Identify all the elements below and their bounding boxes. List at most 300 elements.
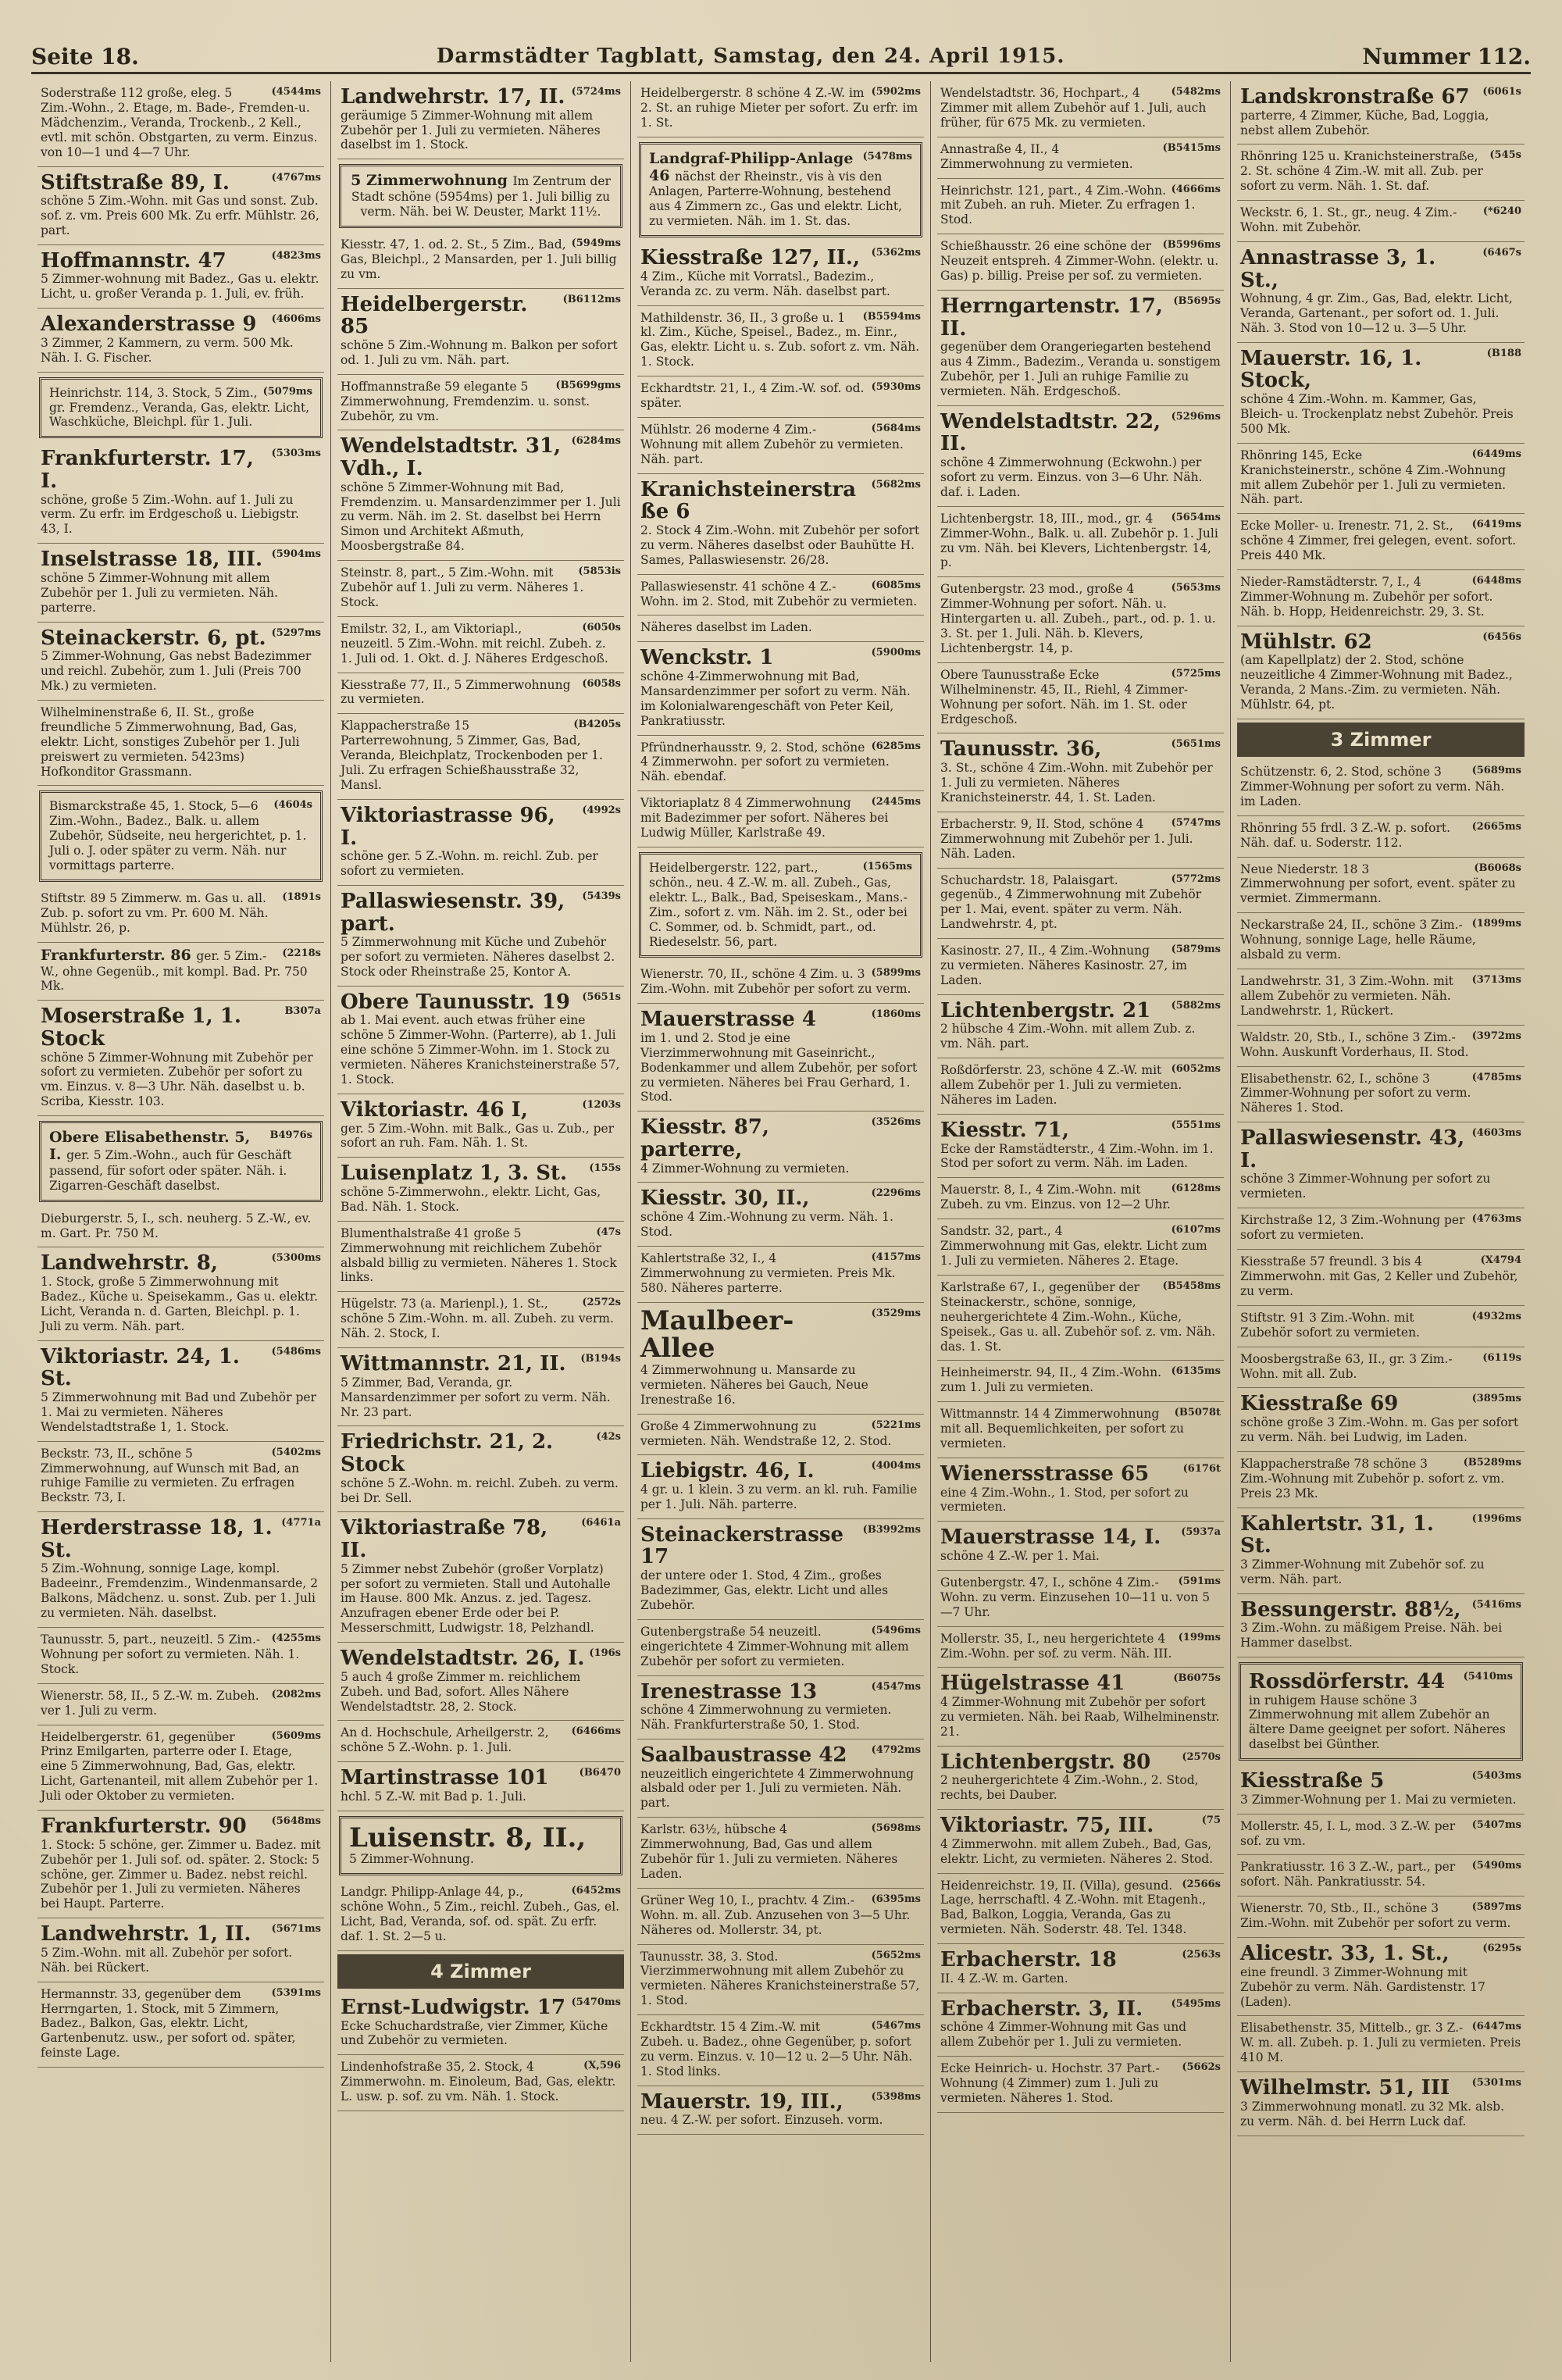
classified-ad xyxy=(37,1001,324,1116)
ad-reference-code: (5486ms xyxy=(271,1345,321,1358)
ad-body-text: II. 4 Z.-W. m. Garten. xyxy=(940,1971,1068,1986)
classified-ad xyxy=(937,1571,1224,1627)
ad-reference-code: (6461a xyxy=(581,1517,621,1529)
ad-headline: Viktoriastr. 46 I, xyxy=(341,1097,528,1122)
classified-ad xyxy=(937,137,1224,179)
ad-reference-code: (5470ms xyxy=(571,1996,621,2008)
ad-reference-code: (B5695s xyxy=(1173,294,1221,307)
ad-body-text: Stiftstr. 89 5 Zimmerw. m. Gas u. all. Zub. p. sofort zu vm. Pr. 600 M. Näh. Mühlstr. 26, p. xyxy=(41,890,269,935)
classified-ad xyxy=(937,1874,1224,1945)
ad-reference-code: (2570s xyxy=(1182,1750,1221,1763)
ad-reference-code: (5897ms xyxy=(1471,1901,1521,1914)
classified-ad xyxy=(337,714,624,800)
ad-body-text: Mühlstr. 26 moderne 4 Zim.-Wohnung mit allem Zubehör zu vermieten. Näh. part. xyxy=(640,422,904,466)
classified-ad xyxy=(937,812,1224,869)
ad-headline: Stiftstraße 89, I. xyxy=(41,170,230,194)
classified-ad xyxy=(637,1519,924,1620)
ad-headline: Frankfurterstr. 17, I. xyxy=(41,447,254,493)
ad-headline: Wendelstadtstr. 26, I. xyxy=(341,1647,585,1671)
ad-body-text: Mollerstr. 45, I. L, mod. 3 Z.-W. per sof. zu vm. xyxy=(1240,1818,1456,1848)
classified-ad xyxy=(37,1918,324,1982)
ad-reference-code: (5495ms xyxy=(1171,1997,1221,2010)
ad-body-text: 3 Zim.-Wohn. zu mäßigem Preise. Näh. bei Hammer daselbst. xyxy=(1240,1621,1503,1650)
classified-ad xyxy=(1237,81,1525,145)
ad-headline: Wienersstrasse 65 xyxy=(940,1461,1150,1486)
ad-body-text: in ruhigem Hause schöne 3 Zimmerwohnung mit allem Zubehör an ältere Dame geeignet per sofort. Näheres daselbst bei Günther. xyxy=(1249,1693,1506,1752)
ad-headline: Landwehrstr. 8, xyxy=(41,1251,218,1276)
classified-ad xyxy=(937,507,1224,578)
ad-reference-code: (B5699gms xyxy=(555,379,621,391)
ad-reference-code: (6052ms xyxy=(1171,1063,1221,1076)
ad-reference-code: (6456s xyxy=(1482,630,1521,643)
ad-reference-code: (B3992ms xyxy=(862,1523,921,1536)
ad-headline: Frankfurterstr. 86 xyxy=(41,946,197,964)
classified-ad xyxy=(937,733,1224,812)
ad-reference-code: (6058s xyxy=(582,677,621,690)
ad-reference-code: (5937a xyxy=(1181,1526,1221,1539)
ad-reference-code: (2665ms xyxy=(1471,820,1521,833)
ad-body-text: eine freundl. 3 Zimmer-Wohnung mit Zubehör zu verm. Näh. Gardistenstr. 17 (Laden). xyxy=(1240,1964,1485,2009)
ad-headline: Alicestr. 33, 1. St., xyxy=(1240,1942,1450,1966)
ad-reference-code: (2296ms xyxy=(871,1187,921,1200)
ad-body-text: neuzeitlich eingerichtete 4 Zimmerwohnung alsbald oder per 1. Juli zu vermieten. Näh. part. xyxy=(640,1766,915,1811)
ad-body-text: Gutenbergstr. 47, I., schöne 4 Zim.-Wohn. zu verm. Einzusehen 10—11 u. von 5—7 Uhr. xyxy=(940,1575,1211,1619)
ad-reference-code: (5301ms xyxy=(1471,2077,1521,2089)
column-2 xyxy=(331,81,631,2362)
ad-body-text: Mauerstr. 8, I., 4 Zim.-Wohn. mit Zubeh. zu vm. Einzus. von 12—2 Uhr. xyxy=(940,1183,1171,1212)
ad-body-text: Wohnung, 4 gr. Zim., Gas, Bad, elektr. Licht, Veranda, Gartenant., per sofort od. 1. Juli. Näh. 3. Stod von 10—12 u. 3—5 Uhr. xyxy=(1240,291,1513,335)
ad-reference-code: (4767ms xyxy=(271,171,321,184)
ad-reference-code: (*6240 xyxy=(1482,205,1521,218)
classified-ad xyxy=(637,81,924,137)
ad-headline: Maulbeer-Allee xyxy=(640,1304,794,1365)
ad-body-text: Hermannstr. 33, gegenüber dem Herrngarten, 1. Stock, mit 5 Zimmern, Badez., Balkon, Gas, elektr. Licht, Gartenbenutz. usw., per sofort od. später, feinste Lage. xyxy=(41,1986,296,2061)
classified-ad xyxy=(637,2086,924,2136)
ad-body-text: Heinheimerstr. 94, II., 4 Zim.-Wohn. zum 1. Juli zu vermieten. xyxy=(940,1365,1162,1395)
ad-body-text: Taunusstr. 38, 3. Stod. Vierzimmerwohnung mit allem Zubehör zu vermieten. Näheres Kranichsteinerstraße 57, 1. Stod. xyxy=(640,1949,920,2008)
ad-body-text: schöne, große 5 Zim.-Wohn. auf 1. Juli zu verm. Zu erfr. im Erdgeschoß u. Liebigstr. 43, I. xyxy=(41,492,299,537)
ad-reference-code: (47s xyxy=(596,1226,621,1238)
ad-body-text: Emilstr. 32, I., am Viktoriapl., neuzeitl. 5 Zim.-Wohn. mit reichl. Zubeh. z. 1. Juli od. 1. Okt. d. J. Näheres Erdgeschoß. xyxy=(341,621,608,665)
ad-body-text: Mollerstr. 35, I., neu hergerichtete 4 Zim.-Wohn. per sof. zu verm. Näh. III. xyxy=(940,1631,1172,1661)
ad-reference-code: (5402ms xyxy=(271,1446,321,1458)
ad-body-text: Eckhardtstr. 21, I., 4 Zim.-W. sof. od. später. xyxy=(640,381,865,411)
classified-ad xyxy=(1237,858,1525,914)
classified-ad xyxy=(637,306,924,377)
page-number: Seite 18. xyxy=(31,43,139,70)
ad-reference-code: (4763ms xyxy=(1471,1213,1521,1226)
ad-headline: Kiesstr. 71, xyxy=(940,1118,1069,1142)
classified-ad xyxy=(937,179,1224,235)
classified-ad xyxy=(37,1442,324,1513)
ad-reference-code: (5362ms xyxy=(871,247,921,259)
ad-headline: Irenestrasse 13 xyxy=(640,1679,818,1704)
classified-ad xyxy=(937,406,1224,507)
classified-ad xyxy=(1237,1765,1525,1814)
ad-reference-code: (5407ms xyxy=(1471,1818,1521,1831)
classified-ad xyxy=(337,987,624,1094)
classified-ad xyxy=(937,1668,1224,1746)
ad-body-text: 3 Zimmer, 2 Kammern, zu verm. 500 Mk. Näh. I. G. Fischer. xyxy=(41,335,294,365)
ad-reference-code: (6135ms xyxy=(1171,1365,1221,1378)
ad-reference-code: (X4794 xyxy=(1480,1254,1521,1267)
ad-body-text: 5 Zim.-Wohnung, sonnige Lage, kompl. Badeeinr., Fremdenzim., Windenmansarde, 2 Balkons, Mädchenz. u. sonst. Zub. per 1. Juli zu vermieten. Näh. daselbst. xyxy=(41,1561,319,1621)
issue-number: Nummer 112. xyxy=(1362,43,1531,70)
ad-reference-code: (3713ms xyxy=(1471,974,1521,986)
ad-body-text: 5 Zimmer-Wohnung, Gas nebst Badezimmer und reichl. Zubehör, zum 1. Juli (Preis 700 Mk.) zu vermieten. xyxy=(41,649,312,693)
classified-ad xyxy=(1237,514,1525,570)
classified-ad xyxy=(637,1111,924,1183)
classified-ad xyxy=(337,1721,624,1762)
ad-body-text: schöne 5 Zimmer-Wohnung mit allem Zubehör per 1. Juli zu vermieten. Näh. parterre. xyxy=(41,570,278,615)
ad-reference-code: (6128ms xyxy=(1171,1183,1221,1195)
classified-ad xyxy=(637,962,924,1004)
ad-reference-code: B307a xyxy=(284,1005,321,1018)
ad-headline: Frankfurterstr. 90 xyxy=(41,1814,247,1839)
classified-ad xyxy=(39,1121,323,1202)
ad-reference-code: (5900ms xyxy=(871,647,921,659)
ad-body-text: Große 4 Zimmerwohnung zu vermieten. Näh. Wendstraße 12, 2. Stod. xyxy=(640,1418,892,1448)
ad-reference-code: (1891s xyxy=(282,890,321,903)
ad-body-text: Weckstr. 6, 1. St., gr., neug. 4 Zim.-Wohn. mit Zubehör. xyxy=(1240,205,1457,235)
ad-body-text: Rhönring 125 u. Kranichsteinerstraße, 2. St. schöne 4 Zim.-W. mit all. Zub. per sofort zu verm. Näh. 1. St. daf. xyxy=(1240,149,1483,194)
classified-ad xyxy=(337,1094,624,1158)
ad-headline: Wilhelmstr. 51, III xyxy=(1240,2076,1450,2100)
ad-body-text: Landwehrstr. 31, 3 Zim.-Wohn. mit allem Zubehör zu vermieten. Näh. Landwehrstr. 1, Rückert. xyxy=(1240,974,1454,1018)
ad-reference-code: (B6470 xyxy=(579,1767,621,1779)
classified-ad xyxy=(339,1816,622,1876)
classified-ad xyxy=(1237,1897,1525,1938)
ad-reference-code: (B6112ms xyxy=(562,293,621,305)
classified-ad xyxy=(337,1292,624,1348)
ad-headline: Viktoriastrasse 96, I. xyxy=(341,803,555,850)
classified-ad xyxy=(937,869,1224,940)
ad-body-text: Ecke Schuchardstraße, vier Zimmer, Küche und Zubehör zu vermieten. xyxy=(341,2018,608,2048)
ad-reference-code: (5671ms xyxy=(271,1923,321,1936)
ad-reference-code: (5651s xyxy=(582,990,621,1003)
ad-body-text: Heidelbergerstr. 122, part., schön., neu. 4 Z.-W. m. all. Zubeh., Gas, elektr. L., Balk., Bad, Speiseskam., Mans.-Zim., sofort z. vm. Näh. im 2. St., oder bei C. Sommer, od. b. Schmidt, part., od. Riedeselstr. 56, part. xyxy=(649,860,908,949)
ad-reference-code: (5439s xyxy=(582,890,621,902)
classified-ad xyxy=(37,1247,324,1340)
ad-body-text: An d. Hochschule, Arheilgerstr. 2, schöne 5 Z.-Wohn. p. 1. Juli. xyxy=(341,1725,549,1755)
ad-body-text: schöne 5 Zimmer-Wohnung mit Bad, Fremdenzim. u. Mansardenzimmer per 1. Juli zu verm. Näh. im 2. St. daselbst bei Herrn Simon und Architekt Aßmuth, Moosbergstraße 84. xyxy=(341,480,621,554)
ad-reference-code: (4604s xyxy=(273,799,312,812)
ad-body-text: Wienerstr. 70, II., schöne 4 Zim. u. 3 Zim.-Wohn. mit Zubehör per sofort zu verm. xyxy=(640,967,911,997)
ad-headline: Hügelstrasse 41 xyxy=(940,1672,1125,1696)
classified-ad xyxy=(637,242,924,305)
ad-headline: Kiesstr. 30, II., xyxy=(640,1186,810,1211)
ad-reference-code: (42s xyxy=(596,1431,621,1443)
classified-ad xyxy=(1237,145,1525,201)
classified-ad xyxy=(937,577,1224,663)
ad-reference-code: (4606ms xyxy=(271,313,321,326)
ad-body-text: geräumige 5 Zimmer-Wohnung mit allem Zubehör per 1. Juli zu vermieten. Näheres daselbst im 1. Stock. xyxy=(341,108,601,152)
ad-headline: Erbacherstr. 18 xyxy=(940,1948,1117,1972)
classified-ad xyxy=(937,1522,1224,1571)
ad-body-text: 4 Zimmer-Wohnung mit Zubehör per sofort zu vermieten. Näh. bei Raab, Wilhelminenstr. 21. xyxy=(940,1695,1220,1739)
classified-ad xyxy=(337,375,624,431)
ad-reference-code: (B5458ms xyxy=(1162,1279,1221,1292)
ad-reference-code: (6466ms xyxy=(571,1725,621,1738)
ad-body-text: Annastraße 4, II., 4 Zimmerwohnung zu vermieten. xyxy=(940,141,1133,171)
classified-ad xyxy=(937,1178,1224,1219)
ad-body-text: schöne 4 Zimmerwohnung (Eckwohn.) per sofort zu verm. Einzus. von 3—6 Uhr. Näh. daf. i. Laden. xyxy=(940,455,1203,499)
ad-body-text: 1. Stock, große 5 Zimmerwohnung mit Badez., Küche u. Speisekamm., Gas u. elektr. Licht, Veranda n. d. Garten, Bleichpl. p. 1. Juli zu verm. Näh. part. xyxy=(41,1275,319,1333)
classified-ad xyxy=(37,81,324,167)
classified-ad xyxy=(337,1643,624,1721)
ad-body-text: Neckarstraße 24, II., schöne 3 Zim.-Wohnung, sonnige Lage, helle Räume, alsbald zu verm. xyxy=(1240,918,1476,962)
classified-ad xyxy=(1237,1594,1525,1657)
ad-body-text: Wittmannstr. 14 4 Zimmerwohnung mit all. Bequemlichkeiten, per sofort zu vermieten. xyxy=(940,1407,1184,1451)
ad-reference-code: (5949ms xyxy=(571,237,621,249)
ad-body-text: Wienerstr. 70, Stb., II., schöne 3 Zim.-Wohn. mit Zubehör per sofort zu verm. xyxy=(1240,1901,1511,1931)
ad-reference-code: (5296ms xyxy=(1171,410,1221,423)
ad-body-text: Schuchardstr. 18, Palaisgart. gegenüb., 4 Zimmerwohnung mit Zubehör per 1. Mai, event. später zu verm. Näh. Landwehrstr. 4, pt. xyxy=(940,872,1202,932)
ad-body-text: schöne ger. 5 Z.-Wohn. m. reichl. Zub. per sofort zu vermieten. xyxy=(341,849,598,878)
ad-headline: Herderstrasse 18, 1. St. xyxy=(41,1516,273,1562)
ad-headline: Landwehrstr. 17, II. xyxy=(341,85,565,109)
column-1 xyxy=(31,81,331,2362)
classified-ad xyxy=(1237,1067,1525,1123)
ad-reference-code: (6061s xyxy=(1482,86,1521,98)
ad-headline: Steinackerstr. 6, pt. xyxy=(41,626,266,650)
ad-body-text: Elisabethenstr. 62, I., schöne 3 Zimmer-Wohnung per sofort zu verm. Näheres 1. Stod. xyxy=(1240,1071,1471,1115)
classified-ad xyxy=(937,939,1224,995)
ad-body-text: 2. Stock 4 Zim.-Wohn. mit Zubehör per sofort zu verm. Näheres daselbst oder Bauhütte H. Sames, Pallaswiesenstr. 26/28. xyxy=(640,523,920,567)
ad-headline: Steinackerstrasse 17 xyxy=(640,1522,844,1569)
ad-reference-code: (B5996ms xyxy=(1162,239,1221,252)
ad-reference-code: (6085ms xyxy=(871,579,921,591)
classified-ad xyxy=(37,1512,324,1628)
ad-headline: Kiesstraße 5 xyxy=(1240,1769,1385,1793)
classified-ad xyxy=(937,1944,1224,1993)
ad-body-text: Kasinostr. 27, II., 4 Zim.-Wohnung zu vermieten. Näheres Kasinostr. 27, im Laden. xyxy=(940,944,1187,987)
classified-ad xyxy=(1237,1855,1525,1897)
ad-headline: Mühlstr. 62 xyxy=(1240,630,1372,654)
classified-ad xyxy=(937,1058,1224,1115)
ad-reference-code: (5654ms xyxy=(1171,511,1221,523)
ad-reference-code: (X,596 xyxy=(583,2060,621,2072)
ad-headline: Viktoriastraße 78, II. xyxy=(341,1516,548,1562)
ad-reference-code: (5403ms xyxy=(1471,1770,1521,1782)
ad-reference-code: (4666ms xyxy=(1171,183,1221,195)
classified-ad xyxy=(1237,201,1525,242)
ad-reference-code: (1203s xyxy=(582,1098,621,1111)
ad-reference-code: (4771a xyxy=(281,1517,321,1529)
classified-ad xyxy=(37,887,324,943)
ad-body-text: 3 Zimmerwohnung monatl. zu 32 Mk. alsb. zu verm. Näh. d. bei Herrn Luck daf. xyxy=(1240,2099,1505,2128)
ad-body-text: Kiesstraße 57 freundl. 3 bis 4 Zimmerwohn. mit Gas, 2 Keller und Zubehör, zu verm. xyxy=(1240,1254,1518,1298)
ad-reference-code: (591ms xyxy=(1178,1575,1221,1587)
ad-headline: Wendelstadtstr. 31, Vdh., I. xyxy=(341,434,562,480)
ad-body-text: gegenüber dem Orangeriegarten bestehend aus 4 Zimm., Badezim., Veranda u. sonstigem Zubehör, per 1. Juli an ruhige Familie zu vermieten. Näh. Erdgeschoß. xyxy=(940,340,1221,398)
ad-reference-code: (6448ms xyxy=(1471,575,1521,587)
ad-reference-code: (6119s xyxy=(1482,1351,1521,1364)
ad-reference-code: (2563s xyxy=(1182,1949,1221,1961)
ad-body-text: Hoffmannstraße 59 elegante 5 Zimmerwohnung, Fremdenzim. u. sonst. Zubehör, zu vm. xyxy=(341,379,590,423)
ad-body-text: ger. 5 Zim.-Wohn., auch für Geschäft passend, für sofort oder später. Näh. i. Zigarren-Geschäft daselbst. xyxy=(49,1148,292,1193)
ad-body-text: Elisabethenstr. 35, Mittelb., gr. 3 Z.-W. m. all. Zubeh. p. 1. Juli zu vermieten. Preis 410 M. xyxy=(1240,2021,1521,2065)
classified-ad xyxy=(337,561,624,617)
ad-body-text: 5 Zimmer-Wohnung. xyxy=(349,1852,474,1867)
ad-reference-code: (5930ms xyxy=(871,381,921,394)
ad-reference-code: (B5289ms xyxy=(1463,1456,1521,1468)
ad-reference-code: (5609ms xyxy=(271,1729,321,1742)
ad-body-text: im 1. und 2. Stod je eine Vierzimmerwohnung mit Gaseinricht., Bodenkammer und allem Zubehör, per sofort zu vermieten. Näheres bei Frau Gerhard, 1. Stod. xyxy=(640,1030,918,1104)
ad-reference-code: (5297ms xyxy=(271,626,321,639)
ad-headline: Wenckstr. 1 xyxy=(640,646,774,670)
ad-headline: Mauerstrasse 14, I. xyxy=(940,1525,1161,1550)
classified-ad xyxy=(1237,626,1525,719)
ad-body-text: 2 neuhergerichtete 4 Zim.-Wohn., 2. Stod, rechts, bei Dauber. xyxy=(940,1773,1199,1803)
ad-body-text: (am Kapellplatz) der 2. Stod, schöne neuzeitliche 4 Zimmer-Wohnung mit Badez., Veranda, 2 Mans.-Zim. zu vermieten. Näh. Mühlstr. 64, pt. xyxy=(1240,653,1513,712)
ad-headline: Lichtenbergstr. 21 xyxy=(940,998,1151,1022)
classified-ad xyxy=(337,1426,624,1512)
classified-ad xyxy=(937,995,1224,1058)
ad-reference-code: (3972ms xyxy=(1471,1029,1521,1042)
ad-body-text: schöne 5 Zimmer-Wohnung mit Zubehör per sofort zu vermieten. Zubehör per sofort zu vm. Einzus. v. 8—3 Uhr. Näh. daselbst u. b. Scriba, Kiesstr. 103. xyxy=(41,1050,313,1109)
ad-reference-code: (5391ms xyxy=(271,1986,321,1999)
classified-ad xyxy=(639,142,922,237)
section-banner: 4 Zimmer xyxy=(337,1954,624,1989)
ad-body-text: schöne 4 Zimmerwohnung zu vermieten. Näh. Frankfurterstraße 50, 1. Stod. xyxy=(640,1703,892,1732)
classified-ad xyxy=(639,852,922,958)
ad-body-text: Soderstraße 112 große, eleg. 5 Zim.-Wohn., 2. Etage, m. Bade-, Fremden-u. Mädchenzim., Veranda, Trockenb., 2 Kell., evtl. mit schön. Obstgarten, zu verm. Einzus. von 10—1 und 4—7 Uhr. xyxy=(41,86,318,159)
ad-reference-code: (5398ms xyxy=(871,2090,921,2103)
classified-ad xyxy=(337,2055,624,2111)
ad-body-text: Stiftstr. 91 3 Zim.-Wohn. mit Zubehör sofort zu vermieten. xyxy=(1240,1310,1420,1340)
ad-headline: Obere Elisabethenstr. 5, I. xyxy=(49,1129,251,1163)
classified-ad xyxy=(337,1348,624,1426)
classified-ad xyxy=(1237,343,1525,444)
ad-body-text: 4 gr. u. 1 klein. 3 zu verm. an kl. ruh. Familie per 1. Juli. Näh. parterre. xyxy=(640,1483,918,1511)
classified-ad xyxy=(937,234,1224,291)
ad-body-text: Gutenbergstr. 23 mod., große 4 Zimmer-Wohnung per sofort. Näh. u. Hintergarten u. all. Zubeh., part., od. p. 1. u. 3. St. per 1. Juli. Näh. b. Klevers, Lichtenbergstr. 14, p. xyxy=(940,582,1216,655)
ad-reference-code: (5467ms xyxy=(871,2020,921,2032)
classified-ad xyxy=(37,544,324,622)
ad-headline: Saalbaustrasse 42 xyxy=(640,1743,847,1767)
ad-body-text: Pfründnerhausstr. 9, 2. Stod, schöne 4 Zimmerwohn. per sofort zu vermieten. Näh. ebendaf. xyxy=(640,740,890,784)
ad-reference-code: (5490ms xyxy=(1471,1860,1521,1872)
classified-ad xyxy=(937,1361,1224,1402)
ad-headline: Wittmannstr. 21, II. xyxy=(341,1352,566,1376)
ad-headline: Kiesstraße 69 xyxy=(1240,1392,1399,1416)
ad-headline: Rossdörferstr. 44 xyxy=(1249,1669,1446,1693)
classified-ad xyxy=(1237,242,1525,343)
ad-headline: Viktoriastr. 24, 1. St. xyxy=(41,1344,240,1391)
ad-body-text: Eckhardtstr. 15 4 Zim.-W. mit Zubeh. u. Badez., ohne Gegenüber, p. sofort zu verm. Einzus. v. 10—12 u. 2—5 Uhr. Näh. 1. Stod links. xyxy=(640,2020,913,2078)
classified-ad xyxy=(937,1747,1224,1810)
classified-ad xyxy=(1237,1814,1525,1856)
ad-reference-code: (1860ms xyxy=(871,1008,921,1021)
ad-reference-code: (199ms xyxy=(1178,1631,1221,1643)
classified-ad xyxy=(637,575,924,616)
ad-reference-code: (4004ms xyxy=(871,1460,921,1472)
ad-body-text: Erbacherstr. 9, II. Stod, schöne 4 Zimmerwohnung mit Zubehör per 1. Juli. Näh. Laden. xyxy=(940,816,1193,861)
ad-body-text: 4 Zimmerwohnung u. Mansarde zu vermieten. Näheres bei Gauch, Neue Irenestraße 16. xyxy=(640,1362,868,1407)
ad-body-text: Bismarckstraße 45, 1. Stock, 5—6 Zim.-Wohn., Badez., Balk. u. allem Zubehör, Südseite, neu hergerichtet, p. 1. Juli o. J. oder später zu verm. Näh. nur vormittags parterre. xyxy=(49,799,307,873)
ad-body-text: schöne 4 Zim.-Wohnung zu verm. Näh. 1. Stod. xyxy=(640,1210,893,1239)
ad-body-text: Karlstraße 67, I., gegenüber der Steinackerstr., schöne, sonnige, neuhergerichtete 4 Zim.-Wohn., Küche, Speisek., Gas u. all. Zubehör sof. z. vm. Näh. das. 1. St. xyxy=(940,1279,1216,1354)
ad-reference-code: (5684ms xyxy=(871,422,921,434)
ad-reference-code: (5303ms xyxy=(271,448,321,460)
classified-ad xyxy=(37,245,324,309)
classified-ad xyxy=(39,377,323,439)
ad-body-text: Kahlertstraße 32, I., 4 Zimmerwohnung zu vermieten. Preis Mk. 580. Näheres parterre. xyxy=(640,1251,896,1295)
ad-reference-code: (6050s xyxy=(582,621,621,633)
ad-body-text: Roßdörferstr. 23, schöne 4 Z.-W. mit allem Zubehör per 1. Juli zu vermieten. Näheres im Laden. xyxy=(940,1063,1182,1108)
classified-ad xyxy=(937,1627,1224,1668)
classified-ad xyxy=(637,1303,924,1415)
ad-reference-code: (B6075s xyxy=(1173,1672,1221,1685)
ad-reference-code: (4792ms xyxy=(871,1743,921,1756)
ad-reference-code: (545s xyxy=(1489,149,1521,162)
ad-reference-code: (5410ms xyxy=(1463,1670,1513,1682)
ad-body-text: Hügelstr. 73 (a. Marienpl.), 1. St., schöne 5 Zim.-Wohn. m. all. Zubeh. zu verm. Näh. 2. Stock, I. xyxy=(341,1297,614,1341)
classified-ad xyxy=(1237,2016,1525,2072)
classified-ad xyxy=(1237,444,1525,515)
ad-body-text: Lichtenbergstr. 18, III., mod., gr. 4 Zimmer-Wohn., Balk. u. all. Zubehör p. 1. Juli zu vm. Näh. bei Klevers, Lichtenbergstr. 14, p. xyxy=(940,511,1218,570)
ad-headline: Taunusstr. 36, xyxy=(940,737,1102,762)
ad-reference-code: (5682ms xyxy=(871,478,921,491)
classified-ad xyxy=(937,81,1224,137)
masthead-title: Darmstädter Tagblatt, Samstag, den 24. April 1915. xyxy=(436,45,1065,68)
ad-reference-code: (5496ms xyxy=(871,1624,921,1636)
classified-ad xyxy=(37,1341,324,1442)
ad-body-text: Wilhelminenstraße 6, II. St., große freundliche 5 Zimmerwohnung, Bad, Gas, elektr. Licht, sonstiges Zubehör per 1. Juli preiswert zu vermieten. 5423ms) Hofkonditor Grassmann. xyxy=(41,705,300,779)
classified-ad xyxy=(37,443,324,544)
ad-reference-code: (2566s xyxy=(1182,1878,1221,1890)
ad-body-text: neu. 4 Z.-W. per sofort. Einzuseh. vorm. xyxy=(640,2113,883,2128)
ad-body-text: 5 Zimmer, Bad, Veranda, gr. Mansardenzimmer per sofort zu verm. Näh. Nr. 23 part. xyxy=(341,1375,611,1419)
ad-body-text: schöne 5-Zimmerwohn., elektr. Licht, Gas, Bad. Näh. 1. Stock. xyxy=(341,1184,601,1214)
ad-reference-code: (B5415ms xyxy=(1162,141,1221,154)
ad-headline: Herrngartenstr. 17, II. xyxy=(940,294,1163,341)
ad-headline: Kahlertstr. 31, 1. St. xyxy=(1240,1511,1434,1558)
ad-reference-code: (5482ms xyxy=(1171,86,1221,98)
ad-body-text: 5 Zimmer nebst Zubehör (großer Vorplatz) per sofort zu vermieten. Stall und Autohalle im Hause. 800 Mk. Anzus. z. jed. Tagesz. Anzufragen ebener Erde oder bei P. Messerschmitt, Ludwigstr. 18, Pelzhandl. xyxy=(341,1561,611,1636)
ad-headline: Landwehrstr. 1, II. xyxy=(41,1922,251,1946)
ad-headline: Alexanderstrasse 9 xyxy=(41,312,257,337)
ad-reference-code: (6452ms xyxy=(571,1885,621,1897)
ad-headline: Luisenstr. 8, II., xyxy=(349,1822,587,1854)
ad-reference-code: (4785ms xyxy=(1471,1071,1521,1083)
ad-reference-code: (4603ms xyxy=(1471,1127,1521,1140)
ad-body-text: Gutenbergstraße 54 neuzeitl. eingerichtete 4 Zimmer-Wohnung mit allem Zubehör per sofort zu vermieten. xyxy=(640,1624,909,1668)
ad-body-text: Landgr. Philipp-Anlage 44, p., schöne Wohn., 5 Zim., reichl. Zubeh., Gas, el. Licht, Bad, Veranda, sof. od. spät. Zu erfr. daf. 1. St. 2—5 u. xyxy=(341,1885,620,1944)
ad-reference-code: (5651ms xyxy=(1171,738,1221,751)
classified-ad xyxy=(1237,1508,1525,1594)
ad-body-text: parterre, 4 Zimmer, Küche, Bad, Loggia, nebst allem Zubehör. xyxy=(1240,108,1489,137)
classified-ad xyxy=(637,2015,924,2086)
classified-ad xyxy=(937,1458,1224,1522)
ad-reference-code: (5662s xyxy=(1182,2061,1221,2074)
ad-body-text: schöne 4 Z.-W. per 1. Mai. xyxy=(940,1548,1100,1563)
classified-ad xyxy=(37,1725,324,1811)
ad-headline: Mauerstrasse 4 xyxy=(640,1008,816,1032)
ad-headline: Pallaswiesenstr. 39, part. xyxy=(341,889,565,936)
classified-ad xyxy=(1237,760,1525,816)
ad-body-text: 1. Stock: 5 schöne, ger. Zimmer u. Badez. mit Zubehör per 1. Juli sof. od. später. 2. Stock: 5 schöne, ger. Zimmer u. Badez. nebst reichl. Zubehör per 1. Juli zu vermieten. Näheres bei Haupt. Parterre. xyxy=(41,1837,321,1911)
classified-ad xyxy=(1237,969,1525,1026)
classified-ad xyxy=(1237,2072,1525,2136)
classified-ad xyxy=(637,474,924,575)
ad-body-text: Klappacherstraße 15 Parterrewohnung, 5 Zimmer, Gas, Bad, Veranda, Bleichplatz, Trockenboden per 1. Juli. Zu erfragen Schießhausstraße 32, Mansl. xyxy=(341,719,603,792)
classified-ad xyxy=(637,1740,924,1818)
ad-reference-code: (155s xyxy=(589,1162,621,1175)
ad-body-text: Heidenreichstr. 19, II. (Villa), gesund. Lage, herrschaftl. 4 Z.-Wohn. mit Etagenh., Bad, Balkon, Loggia, Veranda, Gas zu vermieten. Näh. Soderstr. 48. Tel. 1348. xyxy=(940,1878,1207,1937)
classified-ad xyxy=(1237,1208,1525,1250)
